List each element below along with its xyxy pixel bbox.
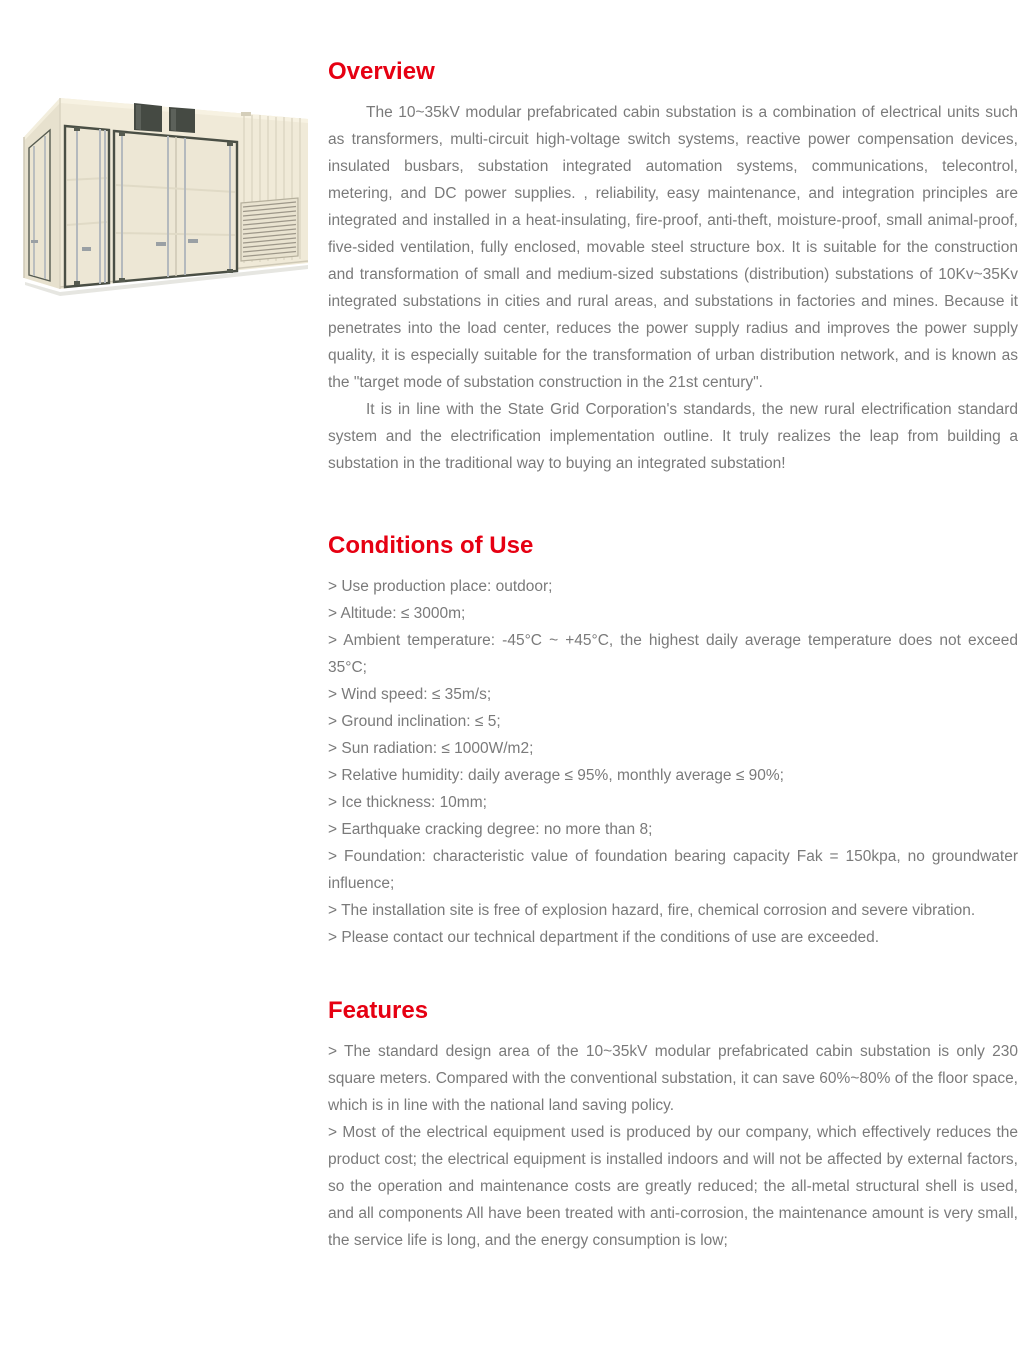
condition-item: > Relative humidity: daily average ≤ 95%, monthly average ≤ 90%; xyxy=(328,767,784,784)
overview-title: Overview xyxy=(328,58,435,85)
condition-item: > Use production place: outdoor; xyxy=(328,578,553,595)
ventilation-grille xyxy=(241,198,298,261)
condition-item: > Sun radiation: ≤ 1000W/m2; xyxy=(328,740,534,757)
overview-paragraph-2: It is in line with the State Grid Corporation's standards, the new rural electrification standard system and the electrification implementation outline. It truly realizes the leap from building a substation in the traditional way to buying an integrated substation! xyxy=(328,401,1018,472)
substation-photo xyxy=(10,85,320,300)
feature-item: > Most of the electrical equipment used is produced by our company, which effectively reduces the product cost; the electrical equipment is installed indoors and will not be affected by external factors, so the operation and maintenance costs are greatly reduced; the all-metal structural shell is used, and all components All have been treated with anti-corrosion, the maintenance amount is very small, the service life is long, and the energy consumption is low; xyxy=(328,1124,1018,1249)
feature-item: > The standard design area of the 10~35kV modular prefabricated cabin substation is only 230 square meters. Compared with the conventional substation, it can save 60%~80% of the floor space, which is in line with the national land saving policy. xyxy=(328,1043,1018,1114)
overview-paragraph-1: The 10~35kV modular prefabricated cabin substation is a combination of electrical units such as transformers, multi-circuit high-voltage switch systems, reactive power compensation devices, insulated busbars, substation integrated automation systems, communications, telecontrol, metering, and DC power supplies. , reliability, easy maintenance, and integration principles are integrated and installed in a heat-insulating, fire-proof, anti-theft, moisture-proof, small animal-proof, five-sided ventilation, fully enclosed, movable steel structure box. It is suitable for the construction and transformation of small and medium-sized substations (distribution) substations of 10Kv~35Kv integrated substations in cities and rural areas, and substations in factories and mines. Because it penetrates into the load center, reduces the power supply radius and improves the power supply quality, it is especially suitable for the transformation of urban distribution network, and is known as the "target mode of substation construction in the 21st century". xyxy=(328,104,1018,391)
condition-item: > Ground inclination: ≤ 5; xyxy=(328,713,501,730)
container-side-face xyxy=(24,98,60,289)
product-photo-container xyxy=(10,85,320,300)
condition-item: > Ice thickness: 10mm; xyxy=(328,794,487,811)
condition-item: > Ambient temperature: -45°C ~ +45°C, the highest daily average temperature does not exceed 35°C; xyxy=(328,632,1018,676)
section-overview xyxy=(328,58,1018,477)
conditions-title: Conditions of Use xyxy=(328,532,534,559)
content-column xyxy=(328,58,1018,1254)
condition-item: > Earthquake cracking degree: no more than 8; xyxy=(328,821,653,838)
condition-item: > Please contact our technical department if the conditions of use are exceeded. xyxy=(328,929,880,946)
condition-item: > Wind speed: ≤ 35m/s; xyxy=(328,686,492,703)
features-title: Features xyxy=(328,997,429,1024)
condition-item: > Foundation: characteristic value of foundation bearing capacity Fak = 150kpa, no groundwater influence; xyxy=(328,848,1018,892)
condition-item: > The installation site is free of explosion hazard, fire, chemical corrosion and severe vibration. xyxy=(328,902,976,919)
roof-fitting xyxy=(241,112,251,116)
left-door xyxy=(65,126,109,287)
double-door xyxy=(114,131,237,282)
section-features xyxy=(328,997,1018,1254)
conditions-list xyxy=(328,573,1018,951)
condition-item: > Altitude: ≤ 3000m; xyxy=(328,605,466,622)
features-list xyxy=(328,1038,1018,1254)
section-conditions xyxy=(328,532,1018,951)
